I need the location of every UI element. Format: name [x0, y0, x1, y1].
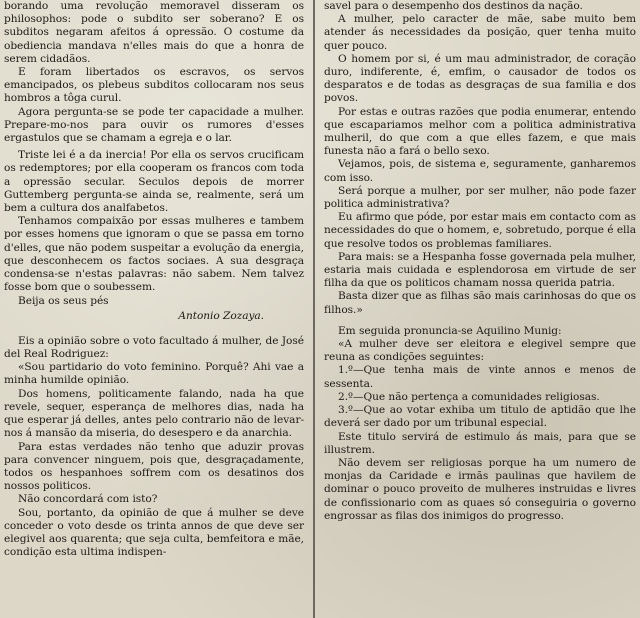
paragraph: Agora pergunta-se se pode ter capacidade a mulher. Prepare-mo-nos para ouvir os rumores d'esses ergastulos que se chamam a egreja e o lar.	[4, 105, 304, 145]
signature: Antonio Zozaya.	[178, 309, 264, 322]
paragraph: Este titulo servirá de estimulo ás mais, para que se illustrem.	[324, 430, 636, 456]
paragraph: E foram libertados os escravos, os servos emancipados, os plebeus subditos collocaram nos seus hombros a tôga curul.	[4, 66, 304, 105]
paragraph: Vejamos, pois, de sistema e, seguramente, ganharemos com isso.	[324, 158, 636, 184]
paragraph: «A mulher deve ser eleitora e elegivel sempre que reuna as condições seguintes:	[324, 338, 636, 364]
paragraph: Não devem ser religiosas porque ha um numero de monjas da Caridade e irmãs paulinas que havilem de dominar o pouco proveito de mulheres instruidas e livres de confissionario com as quaes só conseguiria o governo engrossar as filas dos inimigos do progresso.	[324, 456, 636, 522]
paragraph: A mulher, pelo caracter de mãe, sabe muito bem atender ás necessidades da posição, quer tenha muito quer pouco.	[324, 13, 636, 52]
column-divider	[313, 0, 315, 618]
paragraph: Não concordará com isto?	[18, 493, 158, 506]
paragraph: 1.º—Que tenha mais de vinte annos e menos de sessenta.	[324, 364, 636, 390]
paragraph: Por estas e outras razões que podia enumerar, entendo que escapariamos melhor com a politica administrativa mulheril, do que com a que elles fazem, e que mais funesta não a fará o bello sexo.	[324, 105, 636, 158]
paragraph: Em seguida pronuncia-se Aquilino Munig:	[338, 324, 562, 337]
paragraph: Triste lei é a da inercia! Por ella os servos crucificam os redemptores; por ella cooperam os francos com toda a opressão secular. Seculos depois de morrer Guttemberg pergunta-se ainda se, realmente, será um bem a cultura dos analfabetos.	[4, 149, 304, 215]
paragraph: Eu afirmo que póde, por estar mais em contacto com as necessidades do que o homem, e, sobretudo, porque é ella que resolve todos os problemas familiares.	[324, 211, 636, 250]
paragraph: Eis a opinião sobre o voto facultado á mulher, de José del Real Rodriguez:	[4, 334, 304, 361]
paragraph: savel para o desempenho dos destinos da nação.	[324, 0, 583, 12]
paragraph: O homem por si, é um mau administrador, de coração duro, indiferente, é, emfim, o causador de todos os desparatos e de todas as desgraças de sua familia e dos povos.	[324, 52, 636, 105]
paragraph: Sou, portanto, da opinião de que á mulher se deve conceder o voto desde os trinta annos de que deve ser elegivel aos quarenta; que seja culta, bemfeitora e mãe, condição esta ultima indispen-	[4, 506, 304, 559]
left-column	[4, 0, 304, 618]
paragraph: 2.º—Que não pertença a comunidades religiosas.	[338, 390, 600, 403]
paragraph: Tenhamos compaixão por essas mulheres e tambem por esses homens que ignoram o que se passa em torno d'elles, que não podem suspeitar a evolução da energia, que desconhecem os factos sociaes. A sua desgraça condensa-se n'estas palavras: não sabem. Nem talvez fosse bom que o soubessem.	[4, 215, 304, 294]
paragraph: Para mais: se a Hespanha fosse governada pela mulher, estaria mais cuidada e esplendorosa em virtude de ser filha da que os politicos chamam nossa querida patria.	[324, 250, 636, 290]
paragraph: «Sou partidario do voto feminino. Porquê? Ahi vae a minha humilde opinião.	[4, 361, 304, 387]
salutation: Beija os seus pés	[18, 295, 109, 308]
paragraph: Será porque a mulher, por ser mulher, não pode fazer politica administrativa?	[324, 184, 636, 211]
right-column	[324, 0, 636, 618]
paragraph: Dos homens, politicamente falando, nada ha que revele, sequer, esperança de melhores dias, nada ha que esperar já delles, antes pelo contrario não de levar-nos á mansão da miseria, do desespero e da anarchia.	[4, 387, 304, 440]
paragraph: 3.º—Que ao votar exhiba um titulo de aptidão que lhe deverá ser dado por um tribunal especial.	[324, 404, 636, 430]
paragraph: Para estas verdades não tenho que aduzir provas para convencer ninguem, pois que, desgraçadamente, todos os hespanhoes soffrem com os desatinos dos nossos politicos.	[4, 440, 304, 493]
paragraph: borando uma revolução memoravel disseram os philosophos: pode o subdito ser soberano? E os subditos negaram afeitos á opressão. O costume da obediencia mandava n'elles mais do que a honra de serem cidadãos.	[4, 0, 304, 65]
paragraph: Basta dizer que as filhas são mais carinhosas do que os filhos.»	[324, 290, 636, 316]
